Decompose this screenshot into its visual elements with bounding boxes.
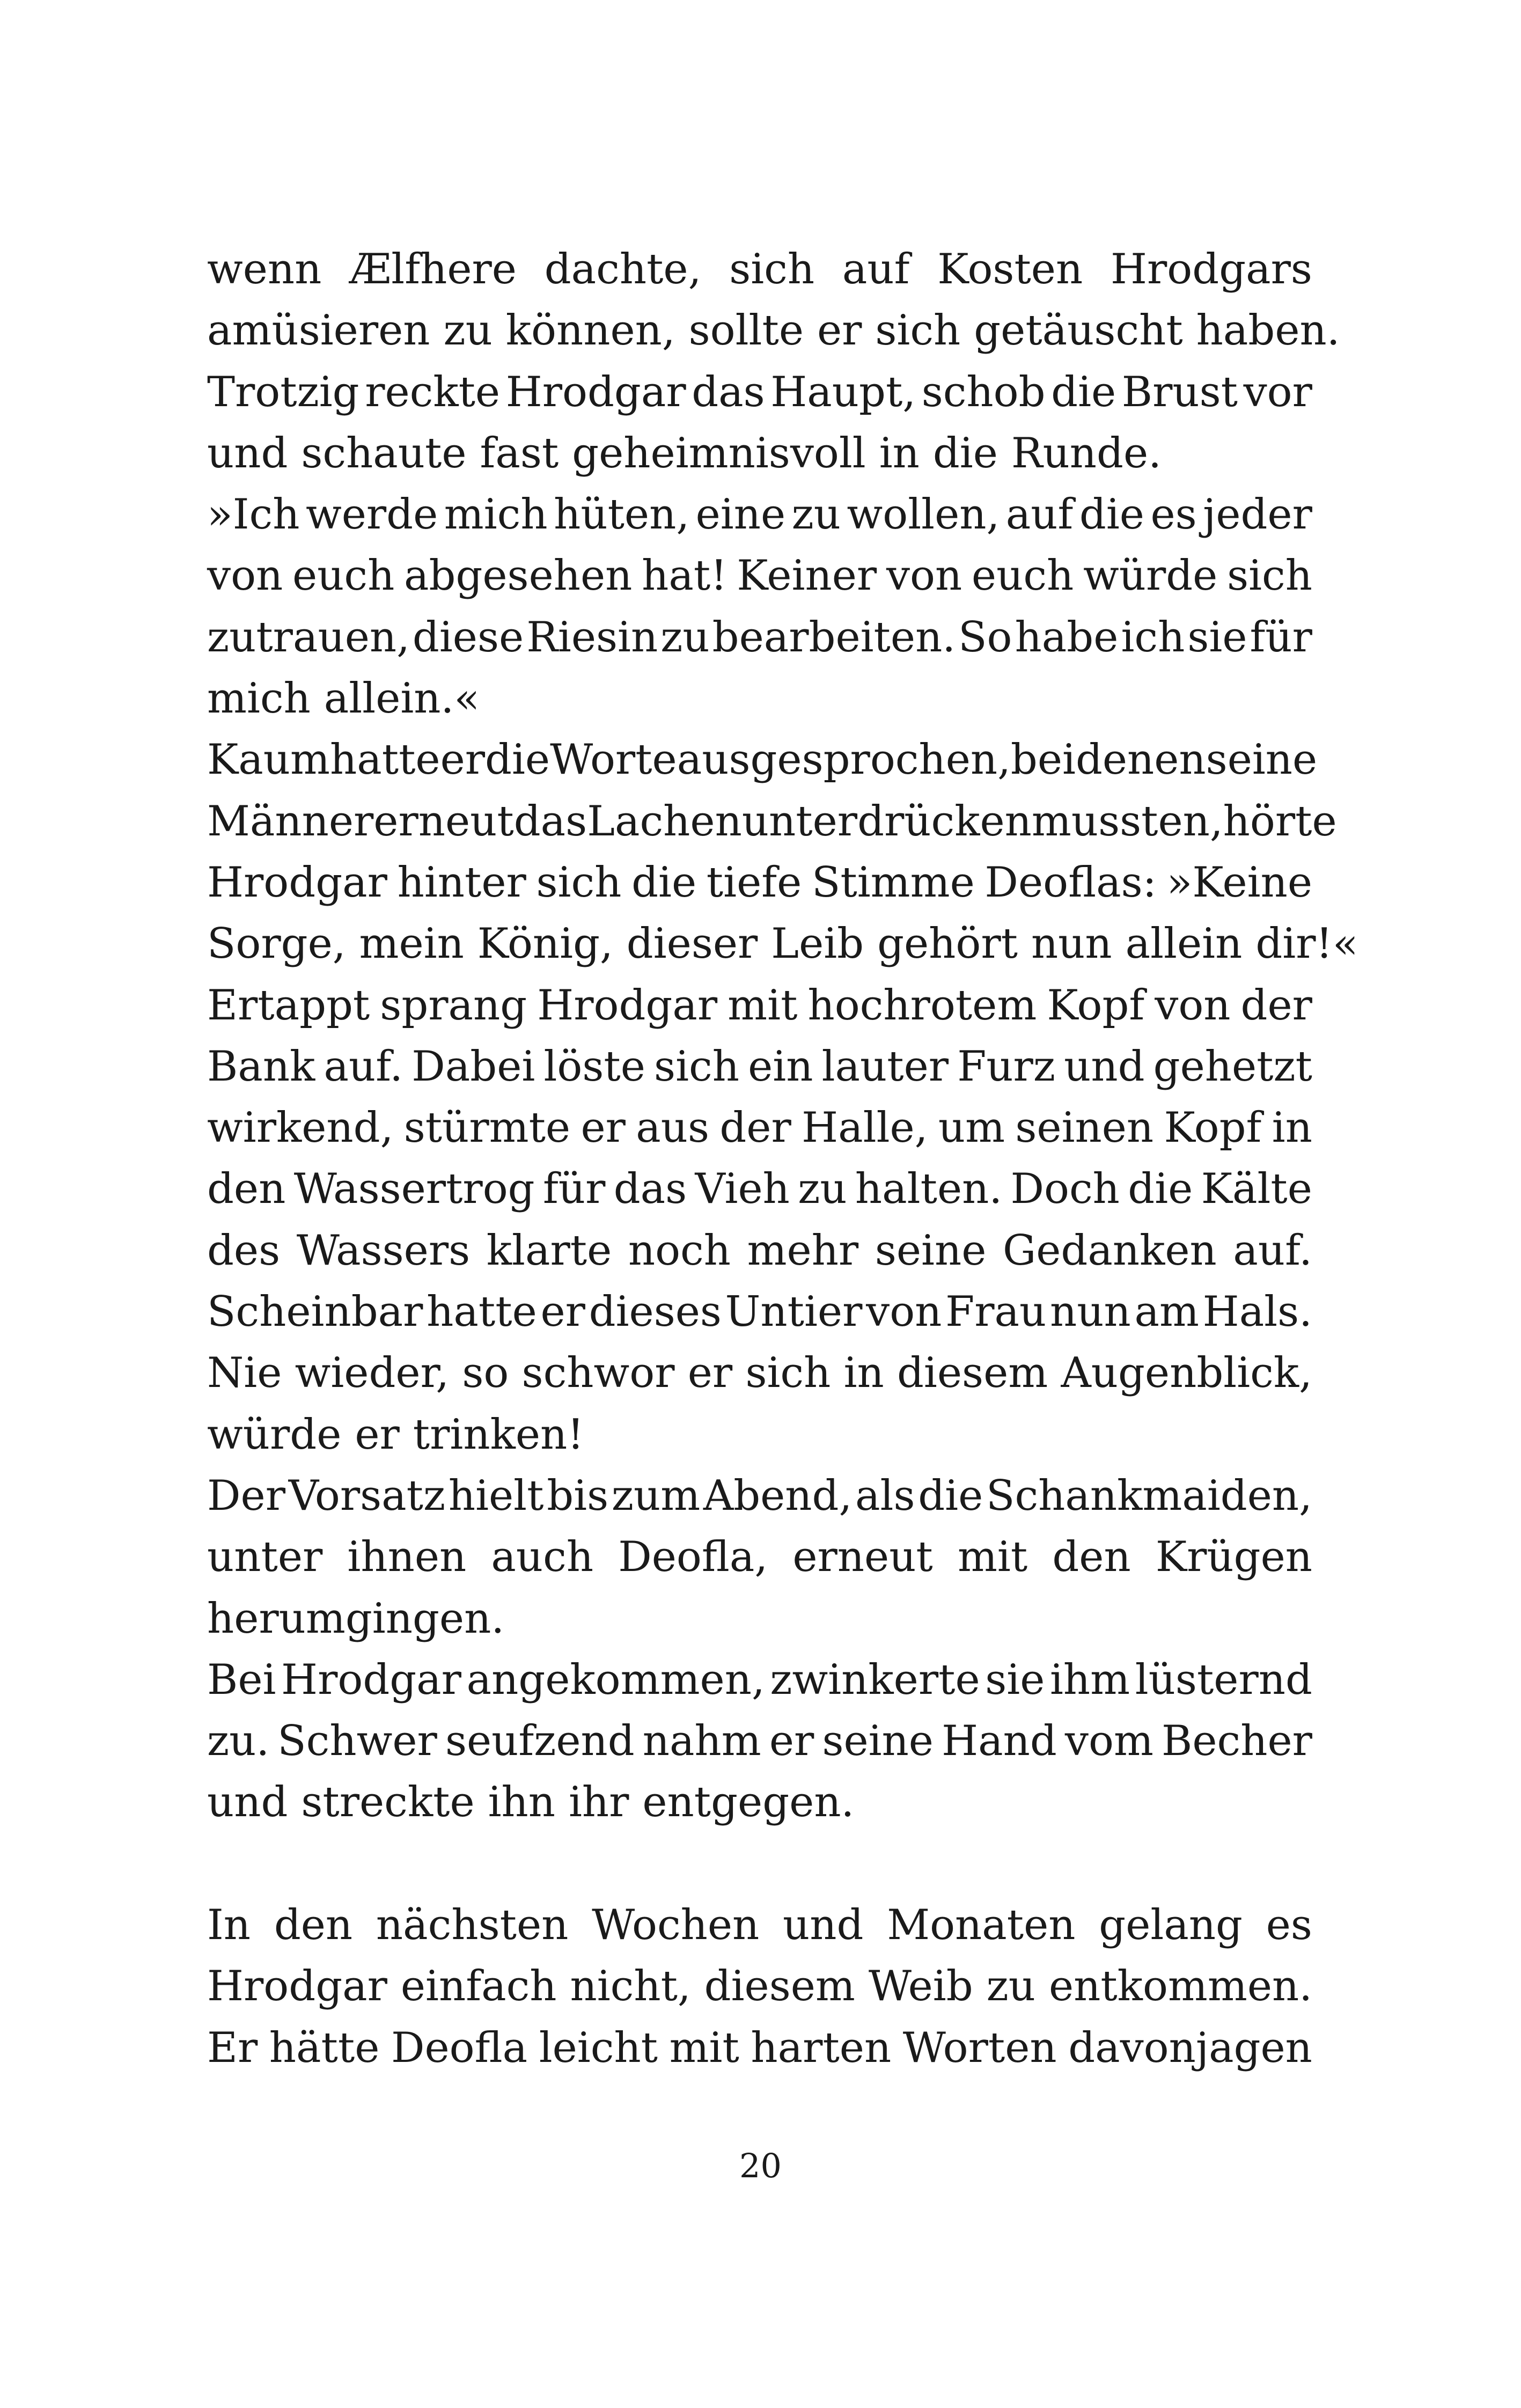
text-line: Der Vorsatz hielt bis zum Abend, als die Schankmaiden, [207,1471,1312,1520]
paragraph [207,362,1312,484]
text-line: Kaum hatte er die Worte ausgesprochen, bei denen seine [207,736,1318,784]
paragraph [207,1465,1312,1649]
paragraph [207,729,1358,974]
text-line: des Wassers klarte noch mehr seine Gedanken auf. [207,1226,1312,1275]
text-line: wenn Ælfhere dachte, sich auf Kosten Hrodgars [207,245,1312,293]
page-number: 20 [739,2146,782,2185]
paragraph [207,975,1312,1465]
text-line: Hrodgar einfach nicht, diesem Weib zu entkommen. [207,1962,1313,2011]
paragraph [207,239,1340,362]
text-line: Nie wieder, so schwor er sich in diesem Augenblick, [207,1349,1312,1398]
text-line: und streckte ihn ihr entgegen. [207,1778,855,1827]
text-line: Bank auf. Dabei löste sich ein lauter Furz und gehetzt [207,1042,1312,1091]
text-line: mich allein.« [207,674,480,723]
text-line: Scheinbar hatte er dieses Untier von Frau nun am Hals. [207,1288,1312,1337]
text-line: von euch abgesehen hat! Keiner von euch würde sich [207,552,1312,600]
text-line: zu. Schwer seufzend nahm er seine Hand vom Becher [207,1717,1312,1766]
paragraph [207,484,1312,729]
paragraph [207,2017,1312,2079]
paragraph [207,1649,1312,1833]
text-line: zutrauen, diese Riesin zu bearbeiten. So habe ich sie für [207,613,1312,662]
text-line: amüsieren zu können, sollte er sich getäuscht haben. [207,306,1340,355]
paragraph [207,1895,1312,2017]
text-line: Ertappt sprang Hrodgar mit hochrotem Kopf von der [207,981,1312,1030]
text-line: wirkend, stürmte er aus der Halle, um seinen Kopf in [207,1104,1312,1152]
text-line: unter ihnen auch Deofla, erneut mit den Krügen [207,1533,1312,1582]
text-line: Bei Hrodgar angekommen, zwinkerte sie ihm lüsternd [207,1655,1312,1704]
body-text [207,239,1358,2079]
text-line: den Wassertrog für das Vieh zu halten. Doch die Kälte [207,1165,1312,1214]
text-line: Sorge, mein König, dieser Leib gehört nun allein dir!« [207,920,1358,968]
text-line: In den nächsten Wochen und Monaten gelang es [207,1901,1312,1950]
text-line: Männer erneut das Lachen unterdrücken mussten, hörte [207,797,1337,846]
section-break [207,1833,1312,1895]
text-line: Er hätte Deofla leicht mit harten Worten davonjagen [207,2023,1312,2072]
text-line: und schaute fast geheimnisvoll in die Runde. [207,429,1162,478]
text-line: Trotzig reckte Hrodgar das Haupt, schob die Brust vor [207,368,1312,416]
text-line: herumgingen. [207,1594,505,1643]
text-line: würde er trinken! [207,1410,584,1459]
text-line: »Ich werde mich hüten, eine zu wollen, auf die es jeder [207,490,1312,539]
text-line: Hrodgar hinter sich die tiefe Stimme Deoflas: »Keine [207,858,1312,907]
